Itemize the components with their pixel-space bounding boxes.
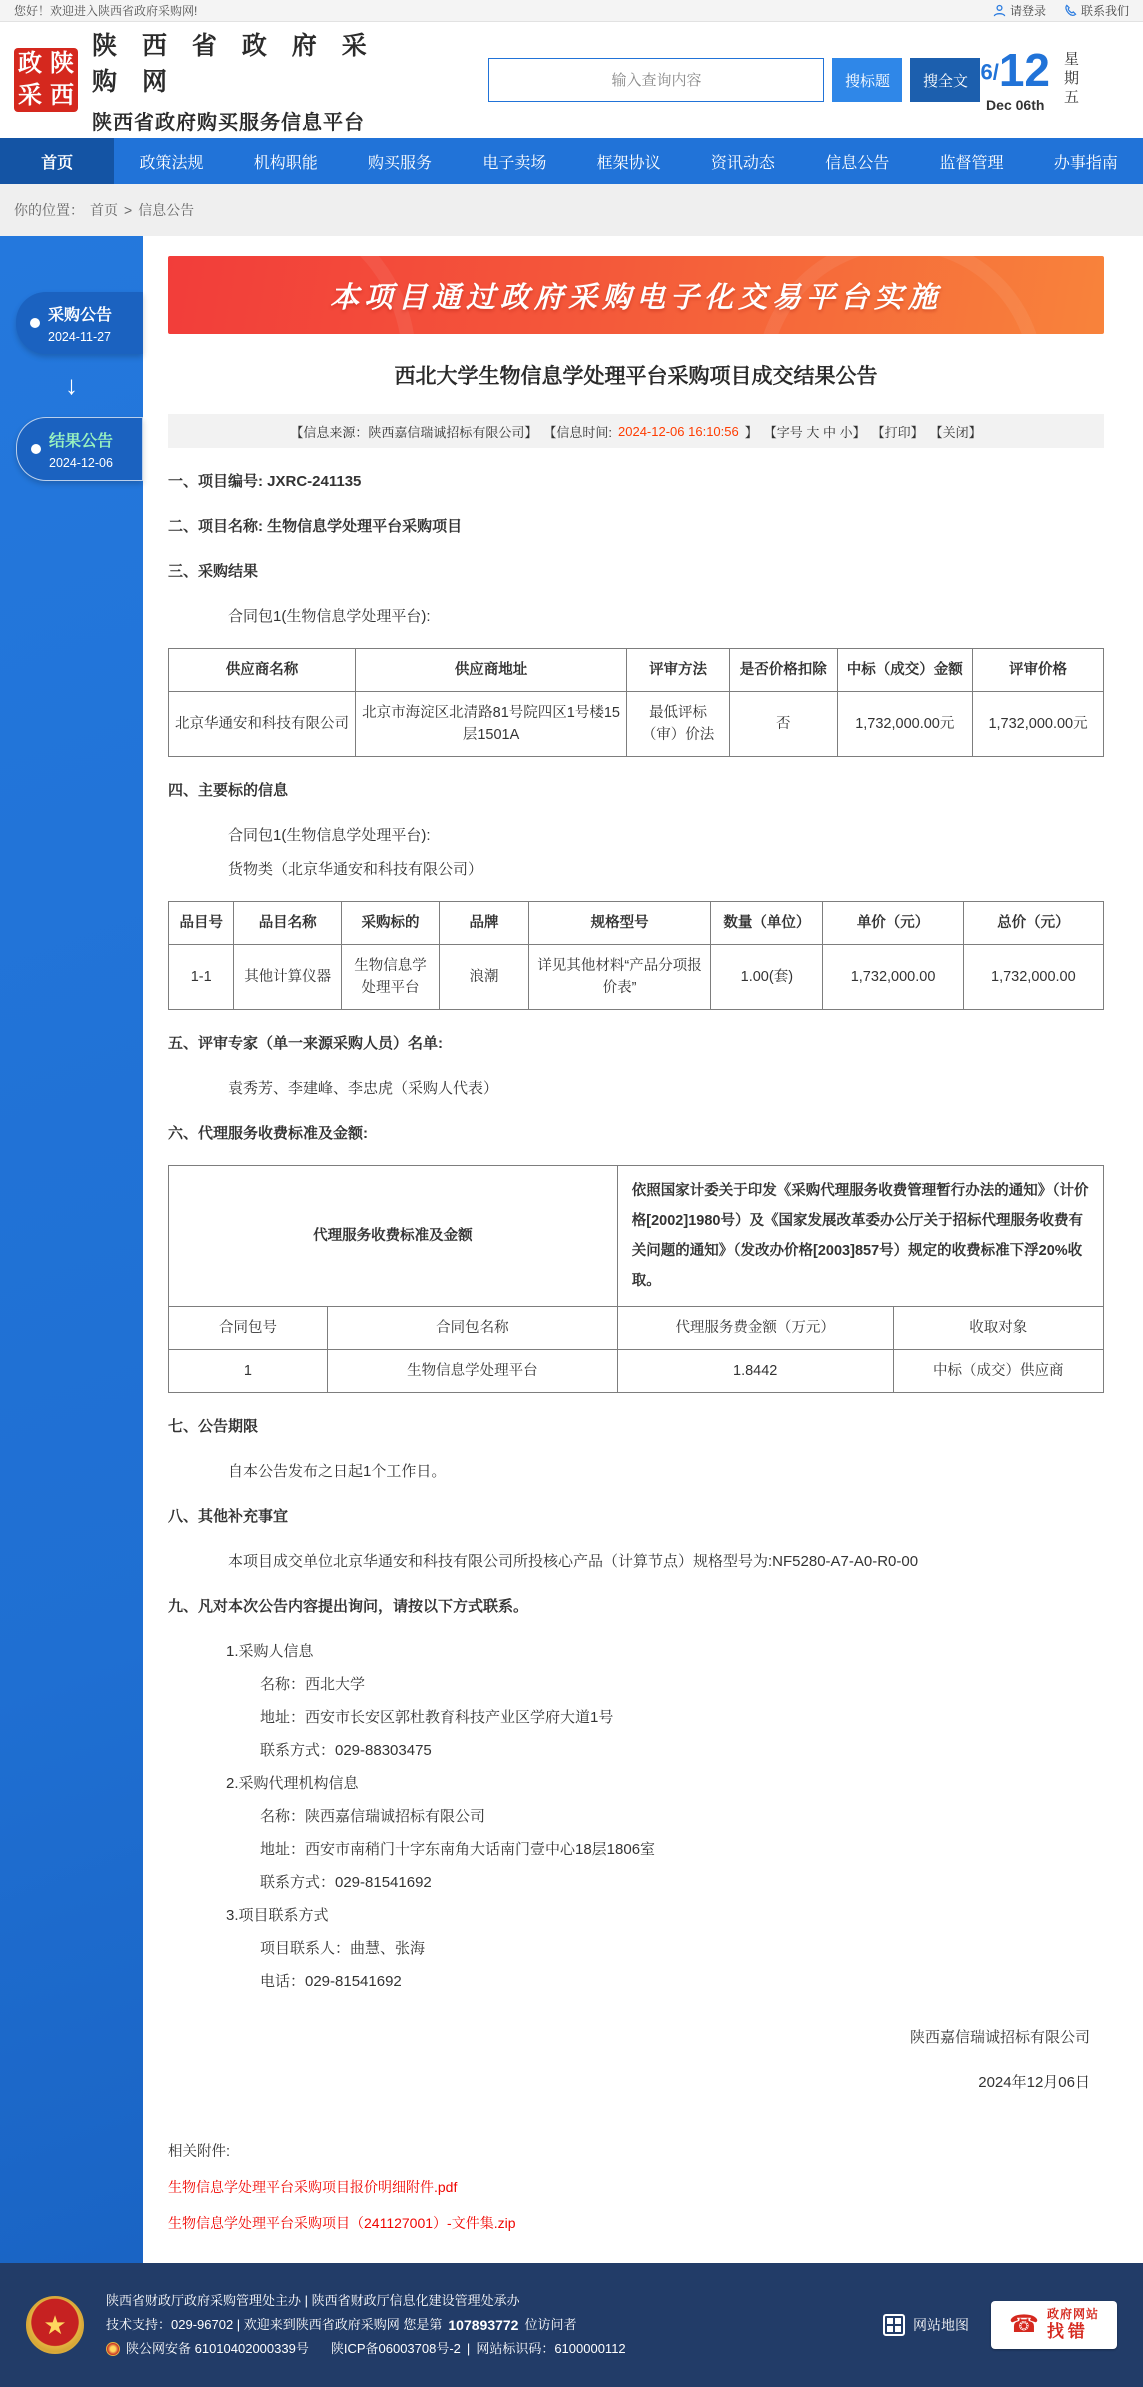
attachment-zip-link[interactable]: 生物信息学处理平台采购项目（241127001）-文件集.zip xyxy=(168,2215,516,2231)
top-utility-bar xyxy=(0,0,1143,22)
footer-support-line: 技术支持：029-96702 | 欢迎来到陕西省政府采购网 您是第 107893772 位访问者 xyxy=(106,2313,861,2337)
sitemap-grid-icon xyxy=(883,2314,905,2336)
search-title-button[interactable]: 搜标题 xyxy=(832,58,902,102)
bullet-dot-icon xyxy=(31,444,41,454)
buyer-address: 地址：西安市长安区郭杜教育科技产业区学府大道1号 xyxy=(260,1709,614,1726)
agency-info-title: 2.采购代理机构信息 xyxy=(226,1775,359,1792)
platform-banner xyxy=(168,256,1104,334)
print-button[interactable]: 【打印】 xyxy=(871,424,924,440)
visitor-count: 107893772 xyxy=(448,2317,519,2333)
signature-block xyxy=(168,2027,1104,2094)
red-phone-icon: ☎ xyxy=(1009,2311,1039,2338)
project-contact-phone: 电话：029-81541692 xyxy=(260,1973,402,1990)
icp-beian-link[interactable]: 陕ICP备06003708号-2 xyxy=(330,2341,461,2356)
breadcrumb-label: 你的位置： xyxy=(14,202,84,218)
result-table: 供应商名称 供应商地址 评审方法 是否价格扣除 中标（成交）金额 评审价格 北京华通安和科技有限公司 北京市海淀区北清路81号院四区1号楼15层1501A 最低评标（审）价法 否 1,732,000.00元 1,732,000.00元 xyxy=(168,648,1104,757)
nav-purchase-service[interactable]: 购买服务 xyxy=(368,154,433,172)
section-5-experts: 袁秀芳、李建峰、李忠虎（采购人代表） xyxy=(228,1080,499,1097)
national-emblem-icon: ★ xyxy=(26,2296,84,2354)
agency-fee-table: 代理服务收费标准及金额 依照国家计委关于印发《采购代理服务收费管理暂行办法的通知》（计价格[2002]1980号）及《国家发展改革委办公厅关于招标代理服务收费有关问题的通知》（发改办价格[2003]857号）规定的收费标准下浮20%收取。 合同包号 合同包名称 代理服务费金额（万元） 收取对象 1 生物信息学处理平台 1.8442 中标（成交）供应商 xyxy=(168,1165,1104,1393)
search-bar xyxy=(488,58,980,102)
breadcrumb-home[interactable]: 首页 xyxy=(90,202,118,218)
table-row: 1-1 其他计算仪器 生物信息学处理平台 浪潮 详见其他材料“产品分项报价表” 1.00(套) 1,732,000.00 1,732,000.00 xyxy=(169,945,1104,1010)
agency-phone: 联系方式：029-81541692 xyxy=(260,1874,432,1891)
table-row: 1 生物信息学处理平台 1.8442 中标（成交）供应商 xyxy=(169,1350,1104,1393)
site-header xyxy=(0,22,1143,138)
nav-functions[interactable]: 机构职能 xyxy=(253,154,318,172)
section-4-package: 合同包1(生物信息学处理平台): xyxy=(228,827,431,844)
article-title: 西北大学生物信息学处理平台采购项目成交结果公告 xyxy=(394,365,878,388)
project-contact-person: 项目联系人：曲慧、张海 xyxy=(260,1940,426,1957)
fee-policy-text: 依照国家计委关于印发《采购代理服务收费管理暂行办法的通知》（计价格[2002]1980号）及《国家发展改革委办公厅关于招标代理服务收费有关问题的通知》（发改办价格[2003]857号）规定的收费标准下浮20%收取。 xyxy=(617,1166,1103,1307)
arrow-down-icon: ↓ xyxy=(65,370,78,400)
meta-time-label: 【信息时间: xyxy=(543,424,613,440)
section-1-project-number: 一、项目编号: JXRC-241135 xyxy=(168,473,362,490)
bullet-dot-icon xyxy=(30,318,40,328)
section-6-heading: 六、代理服务收费标准及金额: xyxy=(168,1125,368,1142)
welcome-text: 您好！欢迎进入陕西省政府采购网! xyxy=(14,4,198,18)
date-weekday: 星期五 xyxy=(1062,51,1079,108)
nav-policies[interactable]: 政策法规 xyxy=(139,154,204,172)
gongan-badge-icon xyxy=(106,2342,120,2356)
project-contact-title: 3.项目联系方式 xyxy=(226,1907,329,1924)
section-8-text: 本项目成交单位北京华通安和科技有限公司所投核心产品（计算节点）规格型号为:NF5280-A7-A0-R0-00 xyxy=(228,1553,919,1570)
gongan-beian-link[interactable]: 陕公网安备 61010402000339号 xyxy=(126,2341,309,2356)
breadcrumb-current[interactable]: 信息公告 xyxy=(138,202,195,218)
article-meta-bar: 【信息来源：陕西嘉信瑞诚招标有限公司】 【信息时间: 2024-12-06 16:10:56 】 【字号 大 中 小】 【打印】 【关闭】 xyxy=(168,414,1104,448)
site-subtitle: 陕西省政府购买服务信息平台 xyxy=(92,111,365,134)
attachment-pdf-link[interactable]: 生物信息学处理平台采购项目报价明细附件.pdf xyxy=(168,2179,458,2195)
footer-organizer-line: 陕西省财政厅政府采购管理处主办 | 陕西省财政厅信息化建设管理处承办 xyxy=(106,2293,520,2308)
section-4-category: 货物类（北京华通安和科技有限公司） xyxy=(228,861,484,878)
login-link[interactable]: 请登录 xyxy=(993,2,1046,19)
nav-announcements[interactable]: 信息公告 xyxy=(825,154,890,172)
meta-time-value: 2024-12-06 16:10:56 xyxy=(618,423,739,439)
sidebar-item-result-notice[interactable]: 结果公告 2024-12-06 xyxy=(16,417,143,481)
nav-framework[interactable]: 框架协议 xyxy=(596,154,661,172)
error-report-badge[interactable]: ☎ 政府网站 找错 xyxy=(991,2301,1117,2349)
close-button[interactable]: 【关闭】 xyxy=(929,424,982,440)
site-title: 陕 西 省 政 府 采 购 网 xyxy=(92,31,376,96)
phone-icon xyxy=(1064,4,1077,17)
font-size-control[interactable]: 【字号 大 中 小】 xyxy=(763,424,866,440)
site-footer xyxy=(0,2263,1143,2387)
signature-date: 2024年12月06日 xyxy=(978,2074,1090,2091)
attachments-label: 相关附件: xyxy=(168,2144,231,2160)
section-9-heading: 九、凡对本次公告内容提出询问，请按以下方式联系。 xyxy=(168,1598,529,1615)
section-7-heading: 七、公告期限 xyxy=(168,1418,259,1435)
nav-news[interactable]: 资讯动态 xyxy=(710,154,775,172)
search-fulltext-button[interactable]: 搜全文 xyxy=(910,58,980,102)
site-titles xyxy=(92,26,416,135)
date-month: 6/ xyxy=(980,59,999,85)
section-2-project-name: 二、项目名称: 生物信息学处理平台采购项目 xyxy=(168,518,463,535)
nav-guide[interactable]: 办事指南 xyxy=(1053,154,1118,172)
agency-name: 名称：陕西嘉信瑞诚招标有限公司 xyxy=(260,1808,486,1825)
section-7-text: 自本公告发布之日起1个工作日。 xyxy=(228,1463,447,1480)
user-icon xyxy=(993,4,1006,17)
main-nav xyxy=(0,138,1143,184)
date-day: 12 xyxy=(998,44,1050,96)
buyer-info-title: 1.采购人信息 xyxy=(226,1643,314,1660)
agency-address: 地址：西安市南稍门十字东南角大话南门壹中心18层1806室 xyxy=(260,1841,656,1858)
signature-company: 陕西嘉信瑞诚招标有限公司 xyxy=(909,2029,1090,2046)
contact-us-link[interactable]: 联系我们 xyxy=(1064,2,1129,19)
sidebar-item-procurement-notice[interactable]: 采购公告 2024-11-27 xyxy=(16,292,143,354)
search-input[interactable] xyxy=(488,58,824,102)
meta-source: 【信息来源：陕西嘉信瑞诚招标有限公司】 xyxy=(290,424,538,440)
breadcrumb xyxy=(0,184,1143,236)
section-5-heading: 五、评审专家（单一来源采购人员）名单: xyxy=(168,1035,443,1052)
section-3-heading: 三、采购结果 xyxy=(168,563,259,580)
section-8-heading: 八、其他补充事宜 xyxy=(168,1508,289,1525)
footer-beian-line: 陕公网安备 61010402000339号 陕ICP备06003708号-2 | 网站标识码：6100000112 xyxy=(106,2337,861,2361)
table-row: 北京华通安和科技有限公司 北京市海淀区北清路81号院四区1号楼15层1501A 最低评标（审）价法 否 1,732,000.00元 1,732,000.00元 xyxy=(169,692,1104,757)
breadcrumb-separator: > xyxy=(124,202,133,218)
site-code: 网站标识码：6100000112 xyxy=(476,2341,626,2356)
nav-supervision[interactable]: 监督管理 xyxy=(939,154,1004,172)
banner-text: 本项目通过政府采购电子化交易平台实施 xyxy=(329,281,942,314)
section-3-package: 合同包1(生物信息学处理平台): xyxy=(228,608,431,625)
buyer-phone: 联系方式：029-88303475 xyxy=(260,1742,432,1759)
article-area xyxy=(143,236,1143,2263)
timeline-sidebar xyxy=(0,236,143,2263)
subject-table: 品目号 品目名称 采购标的 品牌 规格型号 数量（单位） 单价（元） 总价（元） 1-1 其他计算仪器 生物信息学处理平台 浪潮 详见其他材料“产品分项报价表” 1.00(套) 1,732,000.00 1,732,000.00 xyxy=(168,901,1104,1010)
section-4-heading: 四、主要标的信息 xyxy=(168,782,289,799)
nav-emall[interactable]: 电子卖场 xyxy=(482,154,547,172)
buyer-name: 名称：西北大学 xyxy=(260,1676,366,1693)
date-widget xyxy=(980,44,1129,113)
date-english: Dec 06th xyxy=(986,97,1045,113)
sitemap-link[interactable]: 网站地图 xyxy=(883,2314,969,2336)
nav-home[interactable]: 首页 xyxy=(0,138,114,184)
site-logo: 政 陕 采 西 xyxy=(14,48,78,112)
